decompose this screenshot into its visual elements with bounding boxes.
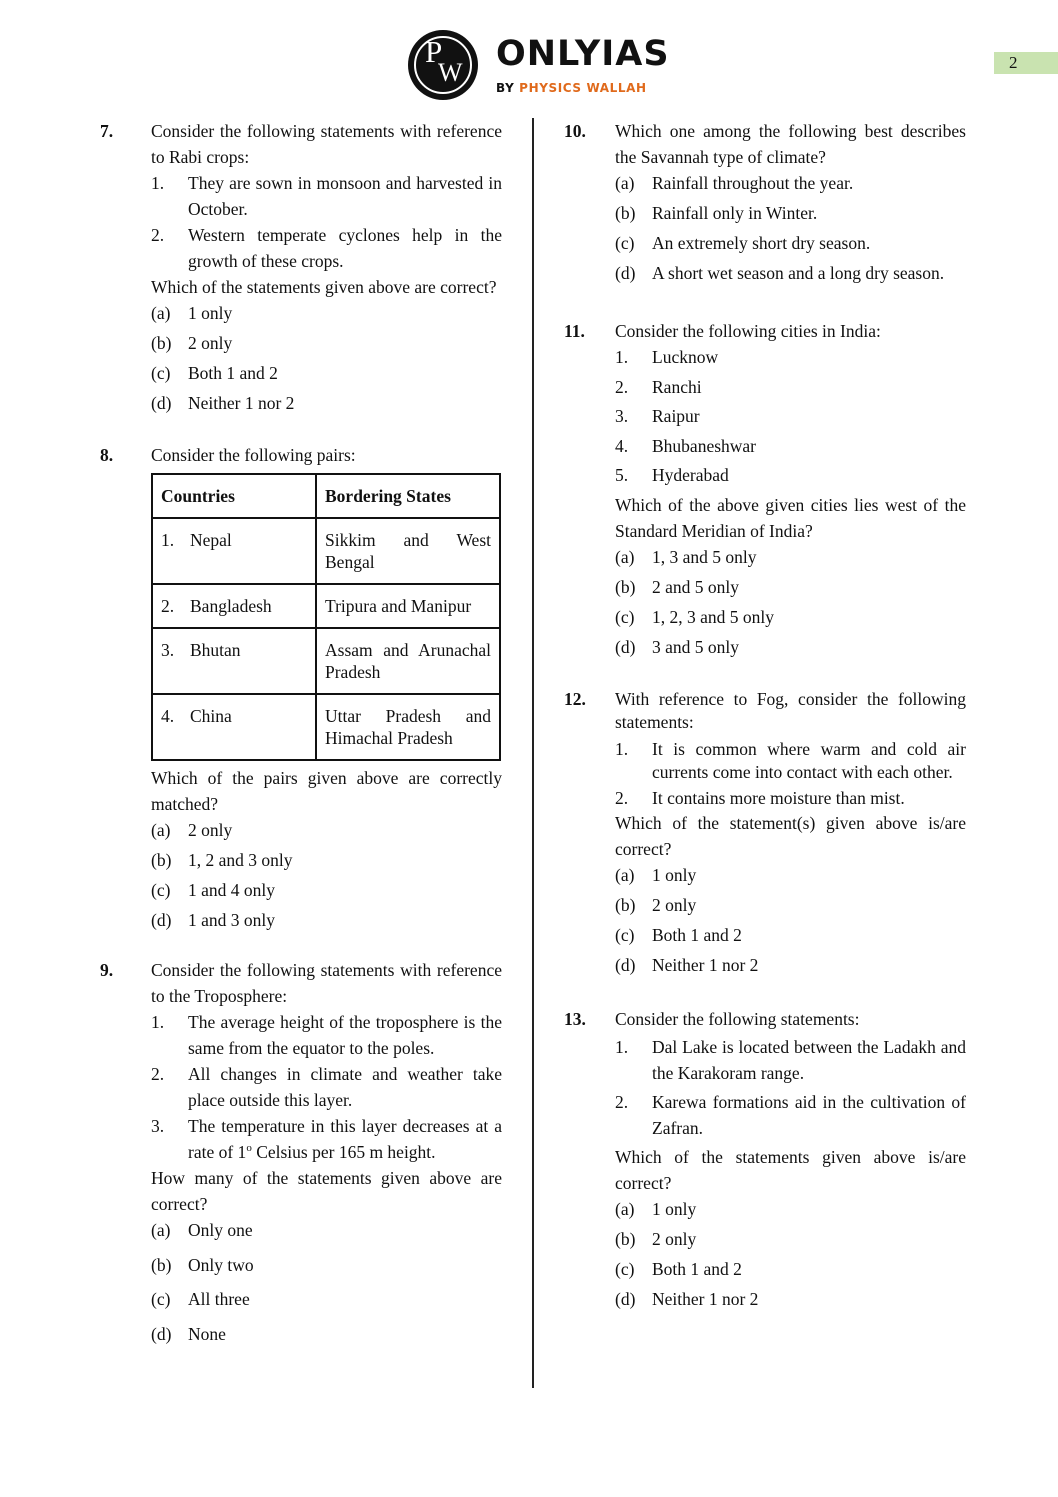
question-13: [564, 1006, 966, 1312]
table-header: Bordering States: [316, 474, 500, 518]
statement: 1. It is common where warm and cold air currents come into contact with each other.: [615, 738, 966, 782]
question-text: Consider the following statements:: [615, 1008, 860, 1029]
table-row: [152, 694, 500, 760]
question-number: 10.: [564, 121, 586, 141]
question-11: [564, 318, 966, 660]
option-d: (d) 1 and 3 only: [151, 910, 276, 930]
option-d: (d) Neither 1 nor 2: [615, 954, 759, 975]
question-number: 12.: [564, 688, 586, 709]
option-c: (c) Both 1 and 2: [615, 1258, 742, 1279]
question-text: Consider the following cities in India:: [615, 321, 881, 341]
question-number: 7.: [100, 121, 114, 141]
brand-name: ONLYIAS: [496, 34, 670, 74]
statement: 3. The temperature in this layer decreases at a rate of 1$^o$ Celsius per 165 m height.: [151, 1116, 502, 1162]
option-a: (a) 1 only: [615, 1198, 697, 1219]
option-c: (c) 1 and 4 only: [151, 880, 276, 900]
statement: 2. Karewa formations aid in the cultivation of Zafran.: [615, 1091, 966, 1138]
question-9: [100, 957, 502, 1347]
option-d: (d) 3 and 5 only: [615, 636, 740, 657]
option-c: (c) An extremely short dry season.: [615, 233, 871, 253]
option-b: (b) Rainfall only in Winter.: [615, 203, 818, 223]
question-prompt: Which of the above given cities lies west of the Standard Meridian of India?: [615, 494, 966, 541]
left-column: [100, 118, 502, 1375]
question-number: 8.: [100, 445, 114, 465]
question-number: 9.: [100, 960, 114, 980]
option-b: (b) 2 only: [615, 894, 697, 915]
table-cell: Tripura and Manipur: [316, 584, 500, 628]
option-a: (a) 1, 3 and 5 only: [615, 546, 757, 567]
option-d: (d) A short wet season and a long dry season.: [615, 263, 945, 283]
table-header-row: [152, 474, 500, 518]
logo-letter-p: P: [425, 34, 443, 69]
table-cell: Assam and Arunachal Pradesh: [316, 628, 500, 694]
table-header: Countries: [152, 474, 316, 518]
question-prompt: How many of the statements given above are correct?: [151, 1168, 502, 1214]
table-cell: Uttar Pradesh and Himachal Pradesh: [316, 694, 500, 760]
option-a: (a) 1 only: [151, 303, 233, 323]
table-row: [152, 584, 500, 628]
pairs-table: [151, 473, 501, 761]
logo-letter-w: W: [438, 58, 463, 87]
option-b: (b) 2 and 5 only: [615, 576, 740, 597]
statement: 1. They are sown in monsoon and harvested in October.: [151, 173, 502, 219]
statement: 1. The average height of the troposphere is the same from the equator to the poles.: [151, 1012, 502, 1058]
question-prompt: Which of the pairs given above are correctly matched?: [151, 768, 502, 814]
list-item: 4. Bhubaneshwar: [615, 435, 757, 456]
list-item: 1. Lucknow: [615, 347, 719, 367]
question-8: [100, 442, 502, 933]
list-item: 2. Ranchi: [615, 376, 702, 397]
option-c: (c) Both 1 and 2: [151, 363, 278, 383]
brand-subtitle: [496, 81, 647, 95]
question-text: Consider the following pairs:: [151, 445, 356, 465]
table-cell: 3. Bhutan: [152, 628, 316, 694]
list-item: 3. Raipur: [615, 406, 700, 426]
statement: 2. It contains more moisture than mist.: [615, 787, 905, 808]
question-text: Consider the following statements with reference to Rabi crops:: [151, 121, 502, 167]
question-text: With reference to Fog, consider the following statements:: [615, 688, 966, 732]
question-text: Consider the following statements with reference to the Troposphere:: [151, 960, 502, 1006]
brand-sub-accent: PHYSICS WALLAH: [519, 81, 647, 95]
option-a: (a) Rainfall throughout the year.: [615, 173, 854, 193]
option-b: (b) 2 only: [151, 333, 233, 353]
question-number: 11.: [564, 321, 585, 341]
option-b: (b) 2 only: [615, 1228, 697, 1249]
option-d: (d) Neither 1 nor 2: [151, 393, 295, 413]
table-cell: 1. Nepal: [152, 518, 316, 584]
brand-sub-prefix: BY: [496, 81, 520, 95]
page-number: 2: [994, 52, 1058, 74]
statement: 2. Western temperate cyclones help in the growth of these crops.: [151, 225, 502, 271]
option-d: (d) None: [151, 1323, 226, 1344]
option-a: (a) 1 only: [615, 864, 697, 885]
option-d: (d) Neither 1 nor 2: [615, 1288, 759, 1309]
question-10: [564, 118, 966, 286]
table-cell: 2. Bangladesh: [152, 584, 316, 628]
table-row: [152, 518, 500, 584]
question-prompt: Which of the statements given above is/are correct?: [615, 1146, 966, 1193]
option-a: (a) 2 only: [151, 820, 233, 840]
page-header: [0, 0, 1058, 110]
question-text: Which one among the following best describes the Savannah type of climate?: [615, 121, 966, 167]
table-cell: 4. China: [152, 694, 316, 760]
column-divider: [532, 118, 534, 1388]
question-prompt: Which of the statement(s) given above is/are correct?: [615, 812, 966, 859]
table-row: [152, 628, 500, 694]
option-c: (c) All three: [151, 1289, 250, 1309]
question-12: [564, 688, 966, 978]
right-column: [564, 118, 966, 1340]
option-c: (c) 1, 2, 3 and 5 only: [615, 606, 775, 627]
question-7: [100, 118, 502, 416]
statement: 2. All changes in climate and weather take place outside this layer.: [151, 1064, 502, 1110]
option-c: (c) Both 1 and 2: [615, 924, 742, 945]
statement: 1. Dal Lake is located between the Ladakh and the Karakoram range.: [615, 1036, 966, 1083]
question-number: 13.: [564, 1008, 586, 1029]
option-a: (a) Only one: [151, 1220, 253, 1240]
pw-logo-icon: [408, 30, 478, 100]
option-b: (b) 1, 2 and 3 only: [151, 850, 293, 870]
question-prompt: Which of the statements given above are correct?: [151, 277, 497, 297]
list-item: 5. Hyderabad: [615, 465, 729, 485]
table-cell: Sikkim and West Bengal: [316, 518, 500, 584]
option-b: (b) Only two: [151, 1254, 254, 1275]
